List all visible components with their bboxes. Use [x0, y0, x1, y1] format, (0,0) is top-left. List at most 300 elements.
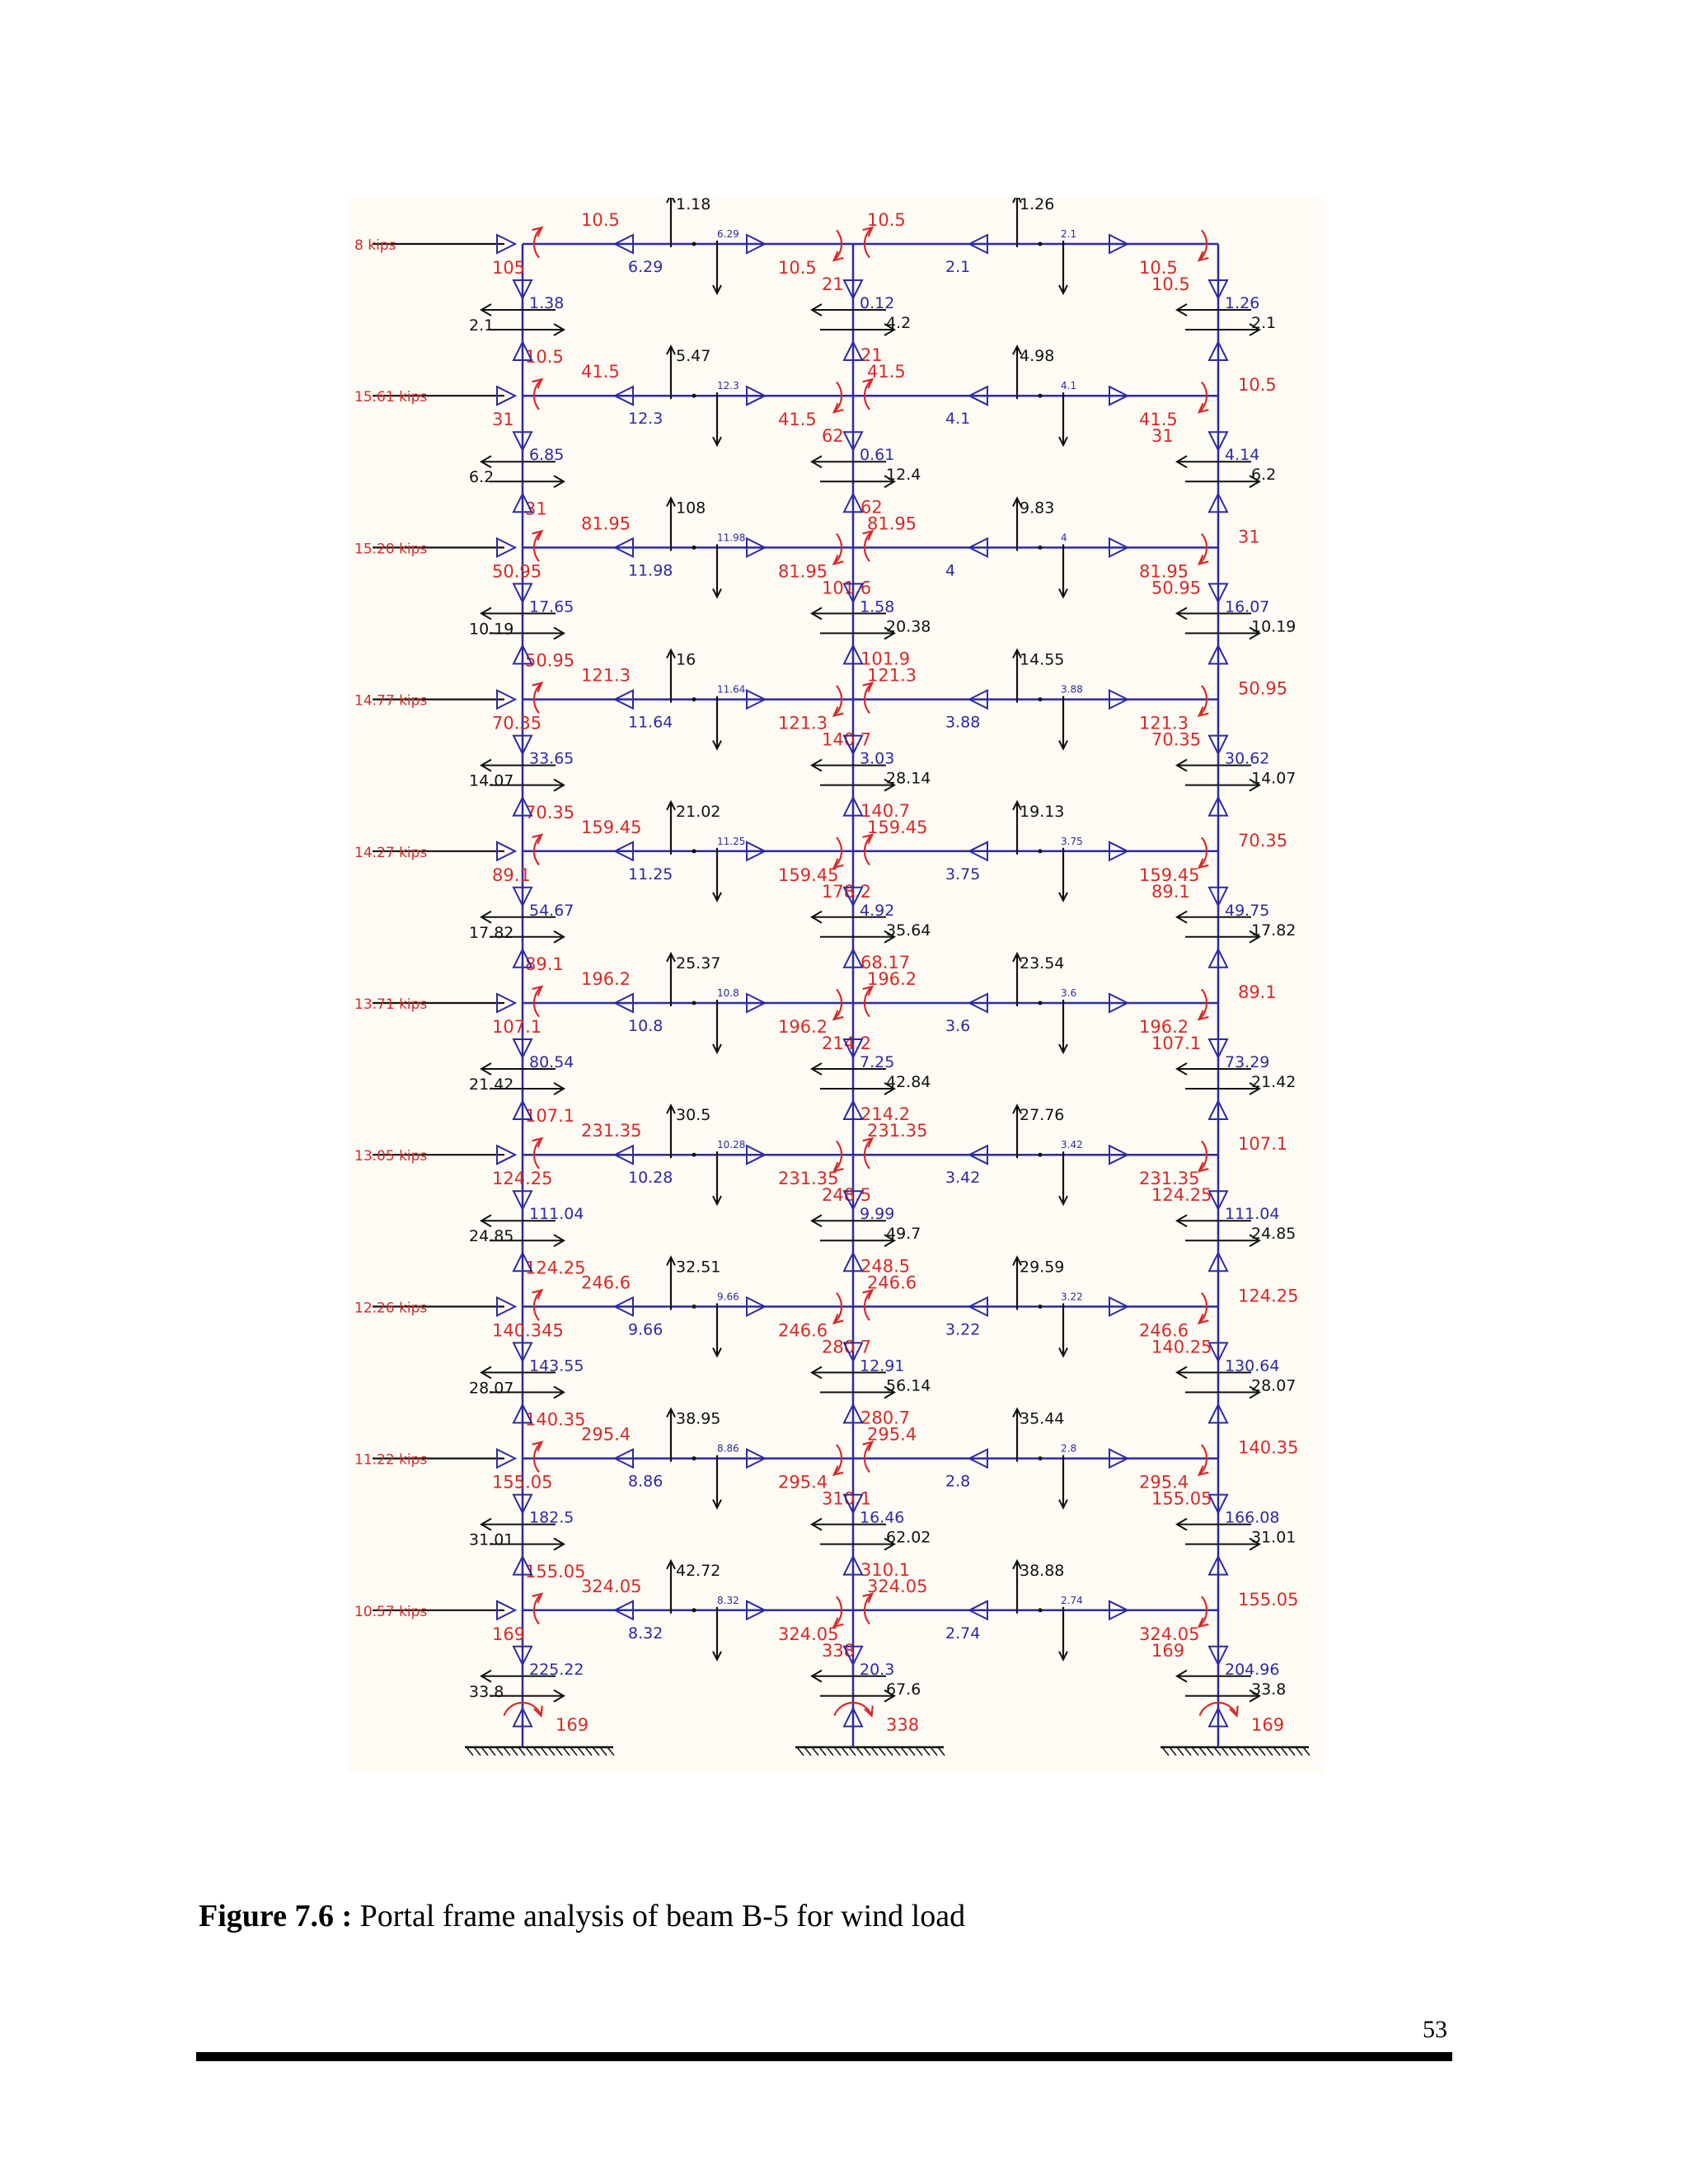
moment-label: 121.3 — [867, 665, 917, 686]
moment-label: 41.5 — [581, 362, 620, 382]
axial-label: 2.1 — [945, 258, 971, 276]
moment-label: 50.95 — [492, 561, 542, 582]
support-hatch-0 — [533, 1747, 540, 1755]
support-hatch-1 — [893, 1747, 900, 1755]
load-label: 11.22 kips — [354, 1451, 428, 1469]
load-label: 14.77 kips — [354, 692, 428, 710]
moment-label: 124.25 — [525, 1258, 586, 1278]
column-shear-label: 56.14 — [886, 1376, 931, 1395]
moment-label: 121.3 — [1139, 713, 1189, 733]
support-hatch-2 — [1259, 1747, 1265, 1755]
column-shear-label: 67.6 — [886, 1680, 921, 1699]
column-shear-label: 24.85 — [1251, 1225, 1296, 1244]
support-hatch-0 — [548, 1747, 555, 1755]
support-hatch-0 — [504, 1747, 510, 1755]
column-shear-label: 35.64 — [886, 921, 931, 940]
column-shear-label: 12.4 — [886, 466, 921, 485]
moment-label: 70.35 — [1151, 729, 1202, 750]
beam-shear-right-dot — [1039, 697, 1043, 701]
moment-label: 31 — [492, 410, 514, 430]
moment-label: 10.5 — [1151, 274, 1190, 294]
support-hatch-2 — [1192, 1747, 1198, 1755]
axial-label: 4 — [945, 561, 956, 580]
moment-label: 41.5 — [1139, 410, 1178, 430]
support-hatch-1 — [871, 1747, 878, 1755]
moment-label: 140.35 — [525, 1409, 586, 1430]
column-axial-label: 1.26 — [1225, 294, 1260, 312]
column-axial-label: 16.46 — [860, 1508, 905, 1527]
support-hatch-0 — [496, 1747, 503, 1755]
axial-label: 3.75 — [945, 865, 981, 883]
moment-label: 246.6 — [1139, 1320, 1189, 1341]
shear-label: 16 — [676, 650, 696, 669]
moment-label: 324.05 — [581, 1576, 642, 1596]
small-axial-label: 8.86 — [717, 1442, 739, 1455]
moment-label: 89.1 — [1151, 881, 1190, 902]
moment-label: 140.7 — [860, 800, 911, 821]
support-hatch-0 — [593, 1747, 599, 1755]
column-axial-label: 225.22 — [529, 1660, 584, 1679]
figure-label: Figure 7.6 : — [199, 1899, 353, 1933]
support-hatch-0 — [481, 1747, 488, 1755]
axial-label: 11.64 — [628, 713, 673, 732]
moment-label: 155.05 — [1238, 1589, 1299, 1610]
shear-label: 5.47 — [676, 347, 711, 366]
column-axial-label: 73.29 — [1225, 1053, 1270, 1071]
column-axial-label: 111.04 — [1225, 1205, 1280, 1224]
beam-shear-right-dot — [1039, 1001, 1043, 1005]
column-shear-label: 28.07 — [469, 1379, 514, 1398]
support-hatch-2 — [1236, 1747, 1243, 1755]
beam-shear-left-dot — [692, 546, 696, 550]
beam-shear-left-dot — [692, 697, 696, 701]
axial-label: 3.42 — [945, 1169, 981, 1188]
moment-label: 31 — [1238, 527, 1260, 547]
moment-label: 101.9 — [860, 649, 911, 669]
column-shear-label: 28.14 — [886, 769, 931, 788]
support-hatch-1 — [819, 1747, 826, 1755]
moment-label: 101.6 — [822, 578, 872, 598]
support-hatch-0 — [585, 1747, 592, 1755]
axial-label: 10.28 — [628, 1169, 673, 1188]
moment-label: 196.2 — [778, 1017, 828, 1037]
column-shear-label: 20.38 — [886, 617, 931, 636]
moment-label: 324.05 — [778, 1624, 839, 1644]
support-hatch-2 — [1266, 1747, 1273, 1755]
column-axial-label: 1.58 — [860, 598, 895, 616]
column-axial-label: 16.07 — [1225, 598, 1270, 616]
beam-shear-right-dot — [1039, 1456, 1043, 1460]
support-hatch-0 — [526, 1747, 532, 1755]
moment-label: 338 — [822, 1640, 856, 1661]
shear-label: 9.83 — [1020, 499, 1055, 518]
axial-label: 2.8 — [945, 1472, 971, 1491]
column-axial-label: 7.25 — [860, 1053, 895, 1071]
beam-shear-left-dot — [692, 1001, 696, 1005]
support-hatch-2 — [1184, 1747, 1191, 1755]
column-shear-label: 33.8 — [469, 1682, 504, 1701]
moment-label: 295.4 — [581, 1424, 631, 1445]
column-axial-label: 0.12 — [860, 294, 895, 312]
axial-label: 9.66 — [628, 1320, 663, 1339]
shear-label: 23.54 — [1020, 954, 1065, 972]
moment-label: 246.6 — [867, 1272, 917, 1293]
beam-shear-right-dot — [1039, 1608, 1043, 1612]
small-axial-label: 2.1 — [1061, 228, 1077, 240]
figure-caption — [199, 1898, 965, 1934]
beam-shear-left-dot — [692, 1608, 696, 1612]
moment-label: 10.5 — [525, 347, 564, 368]
support-hatch-1 — [842, 1747, 848, 1755]
column-axial-label: 166.08 — [1225, 1508, 1280, 1527]
support-hatch-0 — [578, 1747, 584, 1755]
moment-label: 155.05 — [492, 1472, 553, 1493]
support-hatch-0 — [518, 1747, 525, 1755]
column-axial-label: 20.3 — [860, 1660, 895, 1679]
axial-label: 10.8 — [628, 1017, 663, 1035]
support-hatch-1 — [797, 1747, 804, 1755]
load-label: 13.05 kips — [354, 1148, 428, 1165]
moment-label: 10.5 — [778, 258, 817, 278]
moment-label: 140.345 — [492, 1320, 564, 1341]
support-hatch-1 — [834, 1747, 841, 1755]
axial-label: 8.32 — [628, 1624, 663, 1643]
column-axial-label: 4.92 — [860, 901, 895, 920]
moment-label: 295.4 — [778, 1472, 828, 1493]
moment-label: 159.45 — [581, 817, 642, 837]
support-hatch-1 — [938, 1747, 945, 1755]
support-hatch-0 — [556, 1747, 562, 1755]
moment-label: 10.5 — [1139, 258, 1178, 278]
beam-shear-right-dot — [1039, 1305, 1043, 1309]
moment-label: 89.1 — [525, 954, 564, 974]
moment-label: 248.5 — [860, 1256, 911, 1277]
moment-label: 155.05 — [525, 1561, 586, 1582]
support-hatch-2 — [1170, 1747, 1176, 1755]
column-shear-label: 6.2 — [469, 468, 495, 487]
footer-rule — [196, 2052, 1452, 2061]
support-hatch-1 — [931, 1747, 937, 1755]
moment-label: 62 — [860, 497, 883, 518]
beam-shear-left-dot — [692, 1305, 696, 1309]
moment-label: 310.1 — [822, 1488, 872, 1509]
load-label: 8 kips — [354, 237, 396, 254]
column-axial-label: 30.62 — [1225, 749, 1270, 768]
shear-label: 1.26 — [1020, 198, 1055, 213]
shear-label: 4.98 — [1020, 347, 1055, 366]
support-hatch-1 — [901, 1747, 907, 1755]
small-axial-label: 4.1 — [1061, 380, 1077, 392]
support-hatch-1 — [923, 1747, 930, 1755]
moment-label: 81.95 — [867, 513, 917, 534]
moment-label: 324.05 — [867, 1576, 928, 1596]
column-axial-label: 49.75 — [1225, 901, 1270, 920]
column-shear-label: 17.82 — [1251, 921, 1296, 940]
small-axial-label: 11.64 — [717, 683, 746, 696]
shear-label: 38.88 — [1020, 1561, 1065, 1580]
small-axial-label: 8.32 — [717, 1594, 739, 1606]
moment-label: 50.95 — [1151, 578, 1202, 598]
axial-label: 12.3 — [628, 410, 663, 429]
column-shear-label: 31.01 — [469, 1530, 514, 1549]
support-hatch-2 — [1177, 1747, 1184, 1755]
column-shear-label: 31.01 — [1251, 1528, 1296, 1547]
support-hatch-1 — [879, 1747, 885, 1755]
small-axial-label: 11.98 — [717, 532, 746, 544]
moment-label: 105 — [492, 258, 526, 278]
moment-label: 310.1 — [860, 1559, 911, 1580]
small-axial-label: 2.8 — [1061, 1442, 1077, 1455]
moment-label: 70.35 — [492, 713, 542, 733]
moment-label: 231.35 — [867, 1121, 928, 1141]
load-label: 13.71 kips — [354, 996, 428, 1013]
moment-label: 231.35 — [581, 1121, 642, 1141]
column-axial-label: 182.5 — [529, 1508, 574, 1527]
small-axial-label: 3.88 — [1061, 683, 1083, 696]
moment-label: 10.5 — [1238, 375, 1277, 396]
small-axial-label: 12.3 — [717, 380, 739, 392]
moment-label: 107.1 — [525, 1106, 575, 1127]
moment-label: 246.6 — [778, 1320, 828, 1341]
moment-label: 81.95 — [581, 513, 631, 534]
moment-label: 41.5 — [867, 362, 906, 382]
small-axial-label: 3.22 — [1061, 1291, 1083, 1303]
moment-label: 121.3 — [581, 665, 631, 686]
moment-label: 214.2 — [822, 1033, 872, 1053]
moment-label: 31 — [1151, 426, 1174, 447]
page-number: 53 — [1423, 2016, 1447, 2043]
column-axial-label: 111.04 — [529, 1205, 584, 1224]
beam-shear-left-dot — [692, 1456, 696, 1460]
moment-label: 140.25 — [1151, 1337, 1212, 1357]
column-shear-label: 10.19 — [469, 620, 514, 639]
moment-label: 140.35 — [1238, 1437, 1299, 1458]
moment-label: 124.25 — [1238, 1286, 1299, 1306]
moment-label: 155.05 — [1151, 1488, 1212, 1509]
moment-label: 121.3 — [778, 713, 828, 733]
moment-label: 89.1 — [1238, 982, 1277, 1002]
support-hatch-0 — [541, 1747, 547, 1755]
support-hatch-2 — [1244, 1747, 1250, 1755]
support-hatch-2 — [1273, 1747, 1280, 1755]
column-axial-label: 6.85 — [529, 446, 565, 465]
support-hatch-2 — [1296, 1747, 1302, 1755]
support-hatch-0 — [511, 1747, 518, 1755]
support-hatch-1 — [827, 1747, 833, 1755]
column-axial-label: 12.91 — [860, 1357, 905, 1376]
moment-label: 62 — [822, 426, 844, 447]
support-hatch-0 — [489, 1747, 495, 1755]
moment-label: 41.5 — [778, 410, 817, 430]
shear-label: 32.51 — [676, 1258, 721, 1277]
base-moment-label: 338 — [886, 1715, 920, 1735]
shear-label: 29.59 — [1020, 1258, 1065, 1277]
support-hatch-2 — [1221, 1747, 1228, 1755]
base-moment-label: 169 — [556, 1715, 589, 1735]
column-shear-label: 6.2 — [1251, 466, 1277, 485]
column-axial-label: 0.61 — [860, 446, 895, 465]
axial-label: 6.29 — [628, 258, 663, 276]
beam-shear-right-dot — [1039, 394, 1043, 398]
portal-frame-diagram — [348, 198, 1324, 1772]
moment-label: 124.25 — [1151, 1185, 1212, 1206]
beam-shear-right-dot — [1039, 1153, 1043, 1157]
shear-label: 21.02 — [676, 802, 721, 821]
moment-label: 70.35 — [525, 802, 575, 823]
beam-shear-left-dot — [692, 394, 696, 398]
support-hatch-2 — [1207, 1747, 1213, 1755]
axial-label: 11.25 — [628, 865, 673, 883]
axial-label: 2.74 — [945, 1624, 981, 1643]
column-axial-label: 33.65 — [529, 749, 574, 768]
moment-label: 196.2 — [1139, 1017, 1189, 1037]
small-axial-label: 11.25 — [717, 835, 746, 847]
beam-shear-left-dot — [692, 242, 696, 246]
support-hatch-1 — [849, 1747, 856, 1755]
support-hatch-2 — [1288, 1747, 1295, 1755]
column-axial-label: 54.67 — [529, 901, 574, 920]
column-shear-label: 21.42 — [469, 1076, 514, 1094]
moment-label: 280.7 — [860, 1408, 911, 1428]
support-hatch-0 — [467, 1747, 473, 1755]
beam-shear-left-dot — [692, 849, 696, 853]
small-axial-label: 3.6 — [1061, 987, 1077, 999]
support-hatch-2 — [1281, 1747, 1287, 1755]
shear-label: 42.72 — [676, 1561, 721, 1580]
column-shear-label: 4.2 — [886, 314, 912, 332]
column-shear-label: 2.1 — [1251, 314, 1277, 332]
column-axial-label: 1.38 — [529, 294, 565, 312]
column-shear-label: 2.1 — [469, 316, 495, 335]
moment-label: 159.45 — [778, 865, 839, 885]
moment-label: 89.1 — [492, 865, 531, 885]
moment-label: 196.2 — [581, 969, 631, 989]
axial-label: 8.86 — [628, 1472, 663, 1491]
beam-shear-right-dot — [1039, 242, 1043, 246]
moment-label: 81.95 — [778, 561, 828, 582]
small-axial-label: 10.28 — [717, 1139, 746, 1151]
beam-shear-right-dot — [1039, 849, 1043, 853]
axial-label: 11.98 — [628, 561, 673, 580]
moment-label: 50.95 — [525, 650, 575, 671]
beam-shear-left-dot — [692, 1153, 696, 1157]
moment-label: 21 — [822, 274, 844, 294]
moment-label: 50.95 — [1238, 678, 1288, 699]
support-hatch-1 — [804, 1747, 811, 1755]
column-shear-label: 17.82 — [469, 923, 514, 942]
support-hatch-2 — [1162, 1747, 1169, 1755]
column-axial-label: 143.55 — [529, 1357, 584, 1376]
axial-label: 3.22 — [945, 1320, 981, 1339]
small-axial-label: 3.42 — [1061, 1139, 1083, 1151]
column-shear-label: 10.19 — [1251, 617, 1296, 636]
support-hatch-1 — [886, 1747, 893, 1755]
support-hatch-1 — [908, 1747, 915, 1755]
frame-diagram-panel — [348, 198, 1324, 1772]
load-label: 10.57 kips — [354, 1603, 428, 1620]
support-hatch-2 — [1199, 1747, 1206, 1755]
column-axial-label: 204.96 — [1225, 1660, 1280, 1679]
shear-label: 14.55 — [1020, 650, 1065, 669]
moment-label: 70.35 — [1238, 830, 1288, 851]
small-axial-label: 10.8 — [717, 987, 739, 999]
support-hatch-1 — [856, 1747, 863, 1755]
support-hatch-1 — [916, 1747, 922, 1755]
support-hatch-0 — [607, 1747, 614, 1755]
shear-label: 38.95 — [676, 1409, 721, 1428]
column-shear-label: 42.84 — [886, 1073, 931, 1091]
shear-label: 35.44 — [1020, 1409, 1065, 1428]
support-hatch-0 — [563, 1747, 570, 1755]
moment-label: 21 — [860, 345, 883, 366]
moment-label: 124.25 — [492, 1169, 553, 1189]
support-hatch-0 — [600, 1747, 607, 1755]
moment-label: 246.6 — [581, 1272, 631, 1293]
base-moment-label: 169 — [1251, 1715, 1285, 1735]
small-axial-label: 2.74 — [1061, 1594, 1083, 1606]
column-shear-label: 28.07 — [1251, 1376, 1296, 1395]
moment-label: 231.35 — [778, 1169, 839, 1189]
column-shear-label: 21.42 — [1251, 1073, 1296, 1091]
shear-label: 108 — [676, 499, 706, 518]
column-shear-label: 24.85 — [469, 1227, 514, 1246]
moment-label: 280.7 — [822, 1337, 872, 1357]
moment-label: 248.5 — [822, 1185, 872, 1206]
moment-label: 178.2 — [822, 881, 872, 902]
moment-label: 214.2 — [860, 1104, 911, 1125]
column-shear-label: 14.07 — [469, 771, 514, 790]
support-hatch-2 — [1214, 1747, 1221, 1755]
column-axial-label: 80.54 — [529, 1053, 574, 1071]
column-axial-label: 3.03 — [860, 749, 895, 768]
support-hatch-2 — [1229, 1747, 1236, 1755]
column-axial-label: 9.99 — [860, 1205, 895, 1224]
shear-label: 1.18 — [676, 198, 711, 213]
moment-label: 295.4 — [867, 1424, 917, 1445]
moment-label: 140.7 — [822, 729, 872, 750]
support-hatch-1 — [864, 1747, 870, 1755]
moment-label: 169 — [1151, 1640, 1185, 1661]
axial-label: 3.6 — [945, 1017, 971, 1035]
support-hatch-1 — [812, 1747, 818, 1755]
load-label: 12.26 kips — [354, 1300, 428, 1317]
moment-label: 68.17 — [860, 953, 911, 972]
column-shear-label: 62.02 — [886, 1528, 931, 1547]
load-label: 15.61 kips — [354, 389, 428, 406]
column-axial-label: 130.64 — [1225, 1357, 1280, 1376]
moment-label: 107.1 — [1238, 1134, 1288, 1155]
moment-label: 10.5 — [867, 210, 906, 230]
beam-shear-right-dot — [1039, 546, 1043, 550]
support-hatch-0 — [570, 1747, 577, 1755]
moment-label: 10.5 — [581, 210, 620, 230]
moment-label: 31 — [525, 499, 547, 519]
support-hatch-2 — [1251, 1747, 1258, 1755]
moment-label: 107.1 — [492, 1017, 542, 1037]
small-axial-label: 9.66 — [717, 1291, 739, 1303]
moment-label: 159.45 — [1139, 865, 1200, 885]
shear-label: 30.5 — [676, 1106, 711, 1125]
moment-label: 295.4 — [1139, 1472, 1189, 1493]
support-hatch-0 — [474, 1747, 481, 1755]
figure-caption-text: Portal frame analysis of beam B-5 for wind load — [352, 1899, 966, 1933]
small-axial-label: 6.29 — [717, 228, 739, 240]
shear-label: 19.13 — [1020, 802, 1065, 821]
column-shear-label: 33.8 — [1251, 1680, 1287, 1699]
moment-label: 324.05 — [1139, 1624, 1200, 1644]
moment-label: 231.35 — [1139, 1169, 1200, 1189]
small-axial-label: 3.75 — [1061, 835, 1083, 847]
